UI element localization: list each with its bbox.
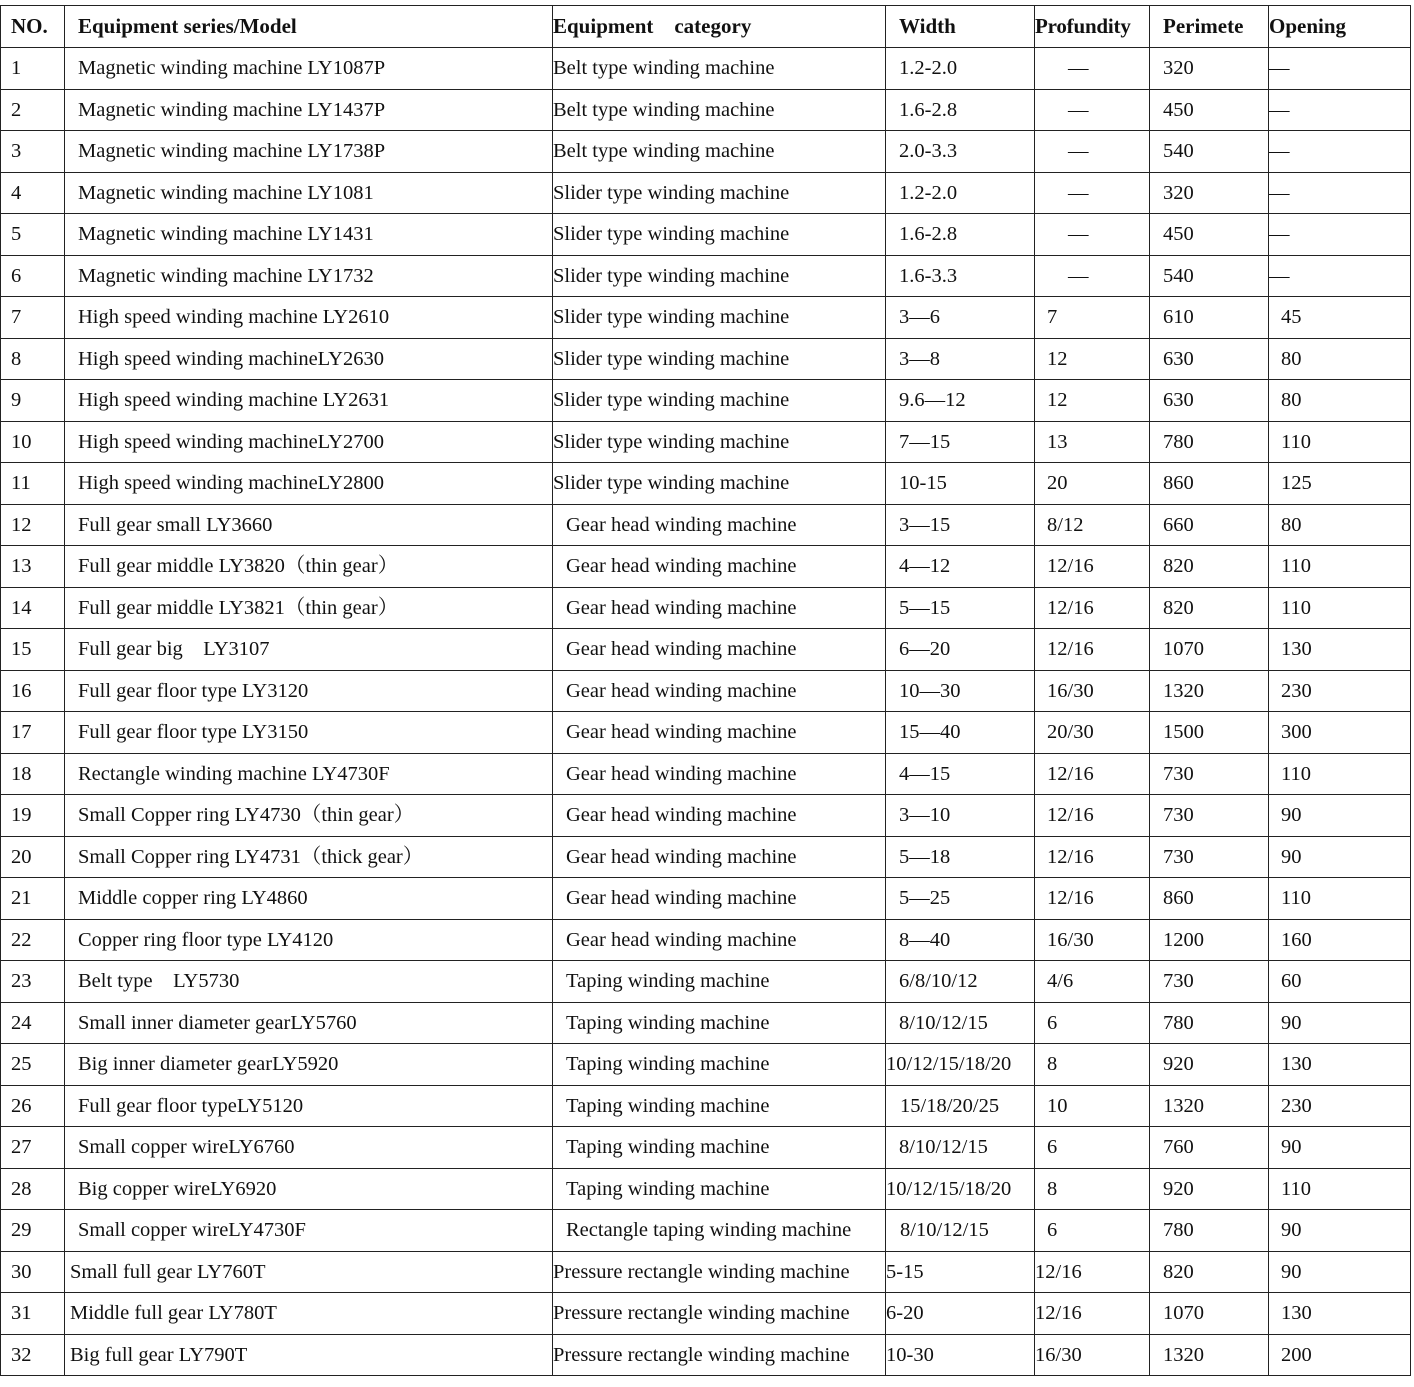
cell-width: 4—12: [886, 546, 1035, 588]
cell-opening: 130: [1269, 1293, 1411, 1335]
cell-no: 1: [1, 48, 65, 90]
cell-opening: 90: [1269, 1251, 1411, 1293]
cell-profundity: 16/30: [1035, 919, 1150, 961]
cell-no: 19: [1, 795, 65, 837]
table-row: [1, 297, 1411, 339]
table-row: [1, 587, 1411, 629]
cell-model: Small copper wireLY6760: [65, 1127, 553, 1169]
table-row: [1, 1293, 1411, 1335]
cell-opening: 90: [1269, 836, 1411, 878]
cell-no: 20: [1, 836, 65, 878]
cell-perimeter: 860: [1150, 463, 1269, 505]
cell-width: 10/12/15/18/20: [886, 1044, 1035, 1086]
cell-perimeter: 1320: [1150, 670, 1269, 712]
cell-opening: 60: [1269, 961, 1411, 1003]
cell-no: 27: [1, 1127, 65, 1169]
cell-model: Small inner diameter gearLY5760: [65, 1002, 553, 1044]
cell-width: 5-15: [886, 1251, 1035, 1293]
cell-no: 23: [1, 961, 65, 1003]
cell-perimeter: 660: [1150, 504, 1269, 546]
cell-perimeter: 540: [1150, 255, 1269, 297]
cell-category: Gear head winding machine: [553, 919, 886, 961]
cell-width: 15—40: [886, 712, 1035, 754]
cell-profundity: —: [1035, 172, 1150, 214]
cell-perimeter: 730: [1150, 836, 1269, 878]
cell-category: Gear head winding machine: [553, 712, 886, 754]
cell-category: Taping winding machine: [553, 1044, 886, 1086]
cell-width: 10—30: [886, 670, 1035, 712]
table-row: [1, 380, 1411, 422]
cell-width: 2.0-3.3: [886, 131, 1035, 173]
cell-perimeter: 320: [1150, 172, 1269, 214]
cell-perimeter: 730: [1150, 753, 1269, 795]
cell-category: Gear head winding machine: [553, 546, 886, 588]
cell-model: Full gear middle LY3821（thin gear）: [65, 587, 553, 629]
cell-category: Rectangle taping winding machine: [553, 1210, 886, 1252]
table-row: [1, 753, 1411, 795]
table-row: [1, 878, 1411, 920]
cell-perimeter: 630: [1150, 338, 1269, 380]
table-row: [1, 670, 1411, 712]
cell-width: 3—6: [886, 297, 1035, 339]
cell-model: High speed winding machineLY2700: [65, 421, 553, 463]
cell-perimeter: 1200: [1150, 919, 1269, 961]
cell-profundity: 8: [1035, 1168, 1150, 1210]
cell-category: Slider type winding machine: [553, 297, 886, 339]
table-row: [1, 214, 1411, 256]
cell-width: 8/10/12/15: [886, 1210, 1035, 1252]
cell-width: 10-30: [886, 1334, 1035, 1376]
cell-opening: 110: [1269, 878, 1411, 920]
cell-category: Gear head winding machine: [553, 629, 886, 671]
cell-opening: 110: [1269, 753, 1411, 795]
cell-opening: 80: [1269, 338, 1411, 380]
cell-no: 17: [1, 712, 65, 754]
cell-perimeter: 860: [1150, 878, 1269, 920]
cell-category: Taping winding machine: [553, 1127, 886, 1169]
cell-profundity: 12/16: [1035, 753, 1150, 795]
cell-model: Copper ring floor type LY4120: [65, 919, 553, 961]
cell-category: Slider type winding machine: [553, 338, 886, 380]
cell-category: Gear head winding machine: [553, 795, 886, 837]
table-row: [1, 421, 1411, 463]
cell-model: Belt type LY5730: [65, 961, 553, 1003]
cell-model: High speed winding machine LY2631: [65, 380, 553, 422]
cell-profundity: 16/30: [1035, 670, 1150, 712]
cell-model: Full gear big LY3107: [65, 629, 553, 671]
cell-width: 6/8/10/12: [886, 961, 1035, 1003]
cell-profundity: 20/30: [1035, 712, 1150, 754]
cell-no: 16: [1, 670, 65, 712]
cell-category: Taping winding machine: [553, 1168, 886, 1210]
table-row: [1, 1251, 1411, 1293]
cell-no: 13: [1, 546, 65, 588]
cell-width: 1.6-2.8: [886, 214, 1035, 256]
header-profundity: Profundity: [1035, 6, 1150, 48]
cell-model: Small full gear LY760T: [65, 1251, 553, 1293]
cell-profundity: 12/16: [1035, 836, 1150, 878]
table-row: [1, 629, 1411, 671]
cell-width: 1.2-2.0: [886, 48, 1035, 90]
cell-no: 2: [1, 89, 65, 131]
cell-category: Gear head winding machine: [553, 836, 886, 878]
table-row: [1, 546, 1411, 588]
cell-profundity: —: [1035, 255, 1150, 297]
cell-perimeter: 820: [1150, 1251, 1269, 1293]
cell-profundity: —: [1035, 214, 1150, 256]
cell-model: Magnetic winding machine LY1087P: [65, 48, 553, 90]
cell-model: Full gear floor typeLY5120: [65, 1085, 553, 1127]
header-row: [1, 6, 1411, 48]
cell-profundity: 7: [1035, 297, 1150, 339]
cell-perimeter: 1070: [1150, 629, 1269, 671]
header-category: Equipment category: [553, 6, 886, 48]
cell-opening: 230: [1269, 670, 1411, 712]
cell-model: High speed winding machineLY2630: [65, 338, 553, 380]
cell-perimeter: 450: [1150, 89, 1269, 131]
table-row: [1, 1002, 1411, 1044]
table-row: [1, 836, 1411, 878]
cell-perimeter: 920: [1150, 1044, 1269, 1086]
cell-category: Gear head winding machine: [553, 587, 886, 629]
cell-profundity: 8: [1035, 1044, 1150, 1086]
table-row: [1, 1210, 1411, 1252]
header-perimeter: Perimete: [1150, 6, 1269, 48]
cell-category: Pressure rectangle winding machine: [553, 1293, 886, 1335]
cell-width: 3—10: [886, 795, 1035, 837]
cell-no: 10: [1, 421, 65, 463]
cell-width: 6-20: [886, 1293, 1035, 1335]
cell-category: Taping winding machine: [553, 1002, 886, 1044]
cell-no: 14: [1, 587, 65, 629]
cell-model: Small copper wireLY4730F: [65, 1210, 553, 1252]
cell-no: 31: [1, 1293, 65, 1335]
cell-opening: —: [1269, 89, 1411, 131]
cell-profundity: 10: [1035, 1085, 1150, 1127]
cell-opening: —: [1269, 48, 1411, 90]
table-row: [1, 89, 1411, 131]
cell-width: 10-15: [886, 463, 1035, 505]
header-width: Width: [886, 6, 1035, 48]
cell-model: Middle copper ring LY4860: [65, 878, 553, 920]
cell-opening: —: [1269, 131, 1411, 173]
cell-no: 29: [1, 1210, 65, 1252]
cell-opening: 110: [1269, 587, 1411, 629]
cell-width: 15/18/20/25: [886, 1085, 1035, 1127]
cell-perimeter: 760: [1150, 1127, 1269, 1169]
cell-profundity: 13: [1035, 421, 1150, 463]
cell-opening: 110: [1269, 421, 1411, 463]
cell-perimeter: 730: [1150, 795, 1269, 837]
cell-opening: 45: [1269, 297, 1411, 339]
cell-opening: —: [1269, 255, 1411, 297]
cell-perimeter: 630: [1150, 380, 1269, 422]
cell-category: Slider type winding machine: [553, 172, 886, 214]
cell-opening: 90: [1269, 1127, 1411, 1169]
cell-profundity: 4/6: [1035, 961, 1150, 1003]
table-row: [1, 131, 1411, 173]
cell-no: 24: [1, 1002, 65, 1044]
cell-profundity: 6: [1035, 1210, 1150, 1252]
cell-no: 7: [1, 297, 65, 339]
cell-perimeter: 540: [1150, 131, 1269, 173]
cell-profundity: 12/16: [1035, 878, 1150, 920]
cell-width: 3—15: [886, 504, 1035, 546]
cell-model: Big copper wireLY6920: [65, 1168, 553, 1210]
cell-model: Full gear floor type LY3150: [65, 712, 553, 754]
cell-width: 3—8: [886, 338, 1035, 380]
cell-opening: 230: [1269, 1085, 1411, 1127]
cell-width: 8—40: [886, 919, 1035, 961]
cell-no: 32: [1, 1334, 65, 1376]
cell-perimeter: 1500: [1150, 712, 1269, 754]
cell-profundity: —: [1035, 131, 1150, 173]
cell-category: Pressure rectangle winding machine: [553, 1334, 886, 1376]
cell-width: 1.6-2.8: [886, 89, 1035, 131]
cell-width: 5—18: [886, 836, 1035, 878]
table-row: [1, 919, 1411, 961]
cell-category: Taping winding machine: [553, 1085, 886, 1127]
table-row: [1, 463, 1411, 505]
cell-profundity: 12: [1035, 338, 1150, 380]
cell-perimeter: 920: [1150, 1168, 1269, 1210]
cell-width: 8/10/12/15: [886, 1002, 1035, 1044]
cell-category: Belt type winding machine: [553, 89, 886, 131]
cell-opening: 200: [1269, 1334, 1411, 1376]
cell-perimeter: 1320: [1150, 1085, 1269, 1127]
cell-model: Small Copper ring LY4730（thin gear）: [65, 795, 553, 837]
cell-category: Slider type winding machine: [553, 214, 886, 256]
equipment-table: [0, 5, 1411, 1376]
cell-profundity: —: [1035, 48, 1150, 90]
cell-opening: 90: [1269, 1002, 1411, 1044]
cell-no: 25: [1, 1044, 65, 1086]
table-row: [1, 1334, 1411, 1376]
cell-model: Magnetic winding machine LY1081: [65, 172, 553, 214]
cell-perimeter: 610: [1150, 297, 1269, 339]
cell-opening: 300: [1269, 712, 1411, 754]
cell-profundity: 20: [1035, 463, 1150, 505]
table-row: [1, 1168, 1411, 1210]
table-row: [1, 338, 1411, 380]
cell-opening: 80: [1269, 380, 1411, 422]
cell-no: 26: [1, 1085, 65, 1127]
table-row: [1, 712, 1411, 754]
table-row: [1, 961, 1411, 1003]
cell-model: Full gear middle LY3820（thin gear）: [65, 546, 553, 588]
cell-no: 8: [1, 338, 65, 380]
cell-opening: 130: [1269, 629, 1411, 671]
cell-width: 8/10/12/15: [886, 1127, 1035, 1169]
cell-opening: 90: [1269, 795, 1411, 837]
cell-model: Rectangle winding machine LY4730F: [65, 753, 553, 795]
cell-no: 3: [1, 131, 65, 173]
cell-no: 4: [1, 172, 65, 214]
cell-profundity: 12/16: [1035, 1293, 1150, 1335]
cell-perimeter: 1320: [1150, 1334, 1269, 1376]
cell-category: Slider type winding machine: [553, 421, 886, 463]
cell-profundity: 12: [1035, 380, 1150, 422]
cell-profundity: 16/30: [1035, 1334, 1150, 1376]
cell-width: 7—15: [886, 421, 1035, 463]
cell-profundity: 12/16: [1035, 1251, 1150, 1293]
cell-model: Magnetic winding machine LY1437P: [65, 89, 553, 131]
cell-model: Magnetic winding machine LY1431: [65, 214, 553, 256]
cell-profundity: 6: [1035, 1002, 1150, 1044]
table-body: [1, 48, 1411, 1376]
cell-opening: —: [1269, 214, 1411, 256]
cell-profundity: 12/16: [1035, 587, 1150, 629]
cell-width: 1.6-3.3: [886, 255, 1035, 297]
cell-category: Gear head winding machine: [553, 753, 886, 795]
cell-category: Gear head winding machine: [553, 878, 886, 920]
cell-no: 6: [1, 255, 65, 297]
cell-category: Belt type winding machine: [553, 131, 886, 173]
cell-opening: 160: [1269, 919, 1411, 961]
cell-category: Slider type winding machine: [553, 463, 886, 505]
table-row: [1, 504, 1411, 546]
cell-perimeter: 820: [1150, 546, 1269, 588]
cell-model: Magnetic winding machine LY1738P: [65, 131, 553, 173]
cell-profundity: 6: [1035, 1127, 1150, 1169]
cell-width: 6—20: [886, 629, 1035, 671]
cell-perimeter: 320: [1150, 48, 1269, 90]
cell-no: 28: [1, 1168, 65, 1210]
cell-opening: 110: [1269, 546, 1411, 588]
cell-model: Small Copper ring LY4731（thick gear）: [65, 836, 553, 878]
cell-opening: 80: [1269, 504, 1411, 546]
cell-no: 12: [1, 504, 65, 546]
cell-no: 30: [1, 1251, 65, 1293]
cell-model: Big inner diameter gearLY5920: [65, 1044, 553, 1086]
header-model: Equipment series/Model: [65, 6, 553, 48]
cell-perimeter: 780: [1150, 1210, 1269, 1252]
cell-width: 9.6—12: [886, 380, 1035, 422]
cell-width: 5—25: [886, 878, 1035, 920]
header-no: NO.: [1, 6, 65, 48]
cell-opening: 90: [1269, 1210, 1411, 1252]
cell-no: 5: [1, 214, 65, 256]
cell-width: 1.2-2.0: [886, 172, 1035, 214]
cell-no: 11: [1, 463, 65, 505]
cell-opening: 130: [1269, 1044, 1411, 1086]
cell-width: 10/12/15/18/20: [886, 1168, 1035, 1210]
cell-profundity: 8/12: [1035, 504, 1150, 546]
cell-width: 4—15: [886, 753, 1035, 795]
cell-perimeter: 730: [1150, 961, 1269, 1003]
cell-no: 18: [1, 753, 65, 795]
table-row: [1, 1085, 1411, 1127]
cell-perimeter: 450: [1150, 214, 1269, 256]
table-row: [1, 1127, 1411, 1169]
cell-model: High speed winding machine LY2610: [65, 297, 553, 339]
cell-category: Taping winding machine: [553, 961, 886, 1003]
cell-perimeter: 820: [1150, 587, 1269, 629]
table-header: [1, 6, 1411, 48]
cell-perimeter: 1070: [1150, 1293, 1269, 1335]
cell-perimeter: 780: [1150, 1002, 1269, 1044]
cell-model: Full gear floor type LY3120: [65, 670, 553, 712]
cell-profundity: —: [1035, 89, 1150, 131]
cell-no: 15: [1, 629, 65, 671]
cell-category: Pressure rectangle winding machine: [553, 1251, 886, 1293]
cell-opening: 125: [1269, 463, 1411, 505]
cell-model: Big full gear LY790T: [65, 1334, 553, 1376]
cell-no: 22: [1, 919, 65, 961]
table-row: [1, 255, 1411, 297]
cell-model: Full gear small LY3660: [65, 504, 553, 546]
cell-category: Gear head winding machine: [553, 670, 886, 712]
cell-model: Magnetic winding machine LY1732: [65, 255, 553, 297]
cell-profundity: 12/16: [1035, 629, 1150, 671]
cell-no: 9: [1, 380, 65, 422]
cell-opening: —: [1269, 172, 1411, 214]
cell-category: Belt type winding machine: [553, 48, 886, 90]
table-row: [1, 48, 1411, 90]
cell-model: High speed winding machineLY2800: [65, 463, 553, 505]
cell-width: 5—15: [886, 587, 1035, 629]
cell-opening: 110: [1269, 1168, 1411, 1210]
cell-profundity: 12/16: [1035, 546, 1150, 588]
table-row: [1, 1044, 1411, 1086]
cell-no: 21: [1, 878, 65, 920]
cell-profundity: 12/16: [1035, 795, 1150, 837]
cell-category: Gear head winding machine: [553, 504, 886, 546]
cell-perimeter: 780: [1150, 421, 1269, 463]
table-row: [1, 795, 1411, 837]
table-row: [1, 172, 1411, 214]
equipment-spec-sheet: [0, 5, 1411, 1376]
cell-model: Middle full gear LY780T: [65, 1293, 553, 1335]
cell-category: Slider type winding machine: [553, 255, 886, 297]
cell-category: Slider type winding machine: [553, 380, 886, 422]
header-opening: Opening: [1269, 6, 1411, 48]
